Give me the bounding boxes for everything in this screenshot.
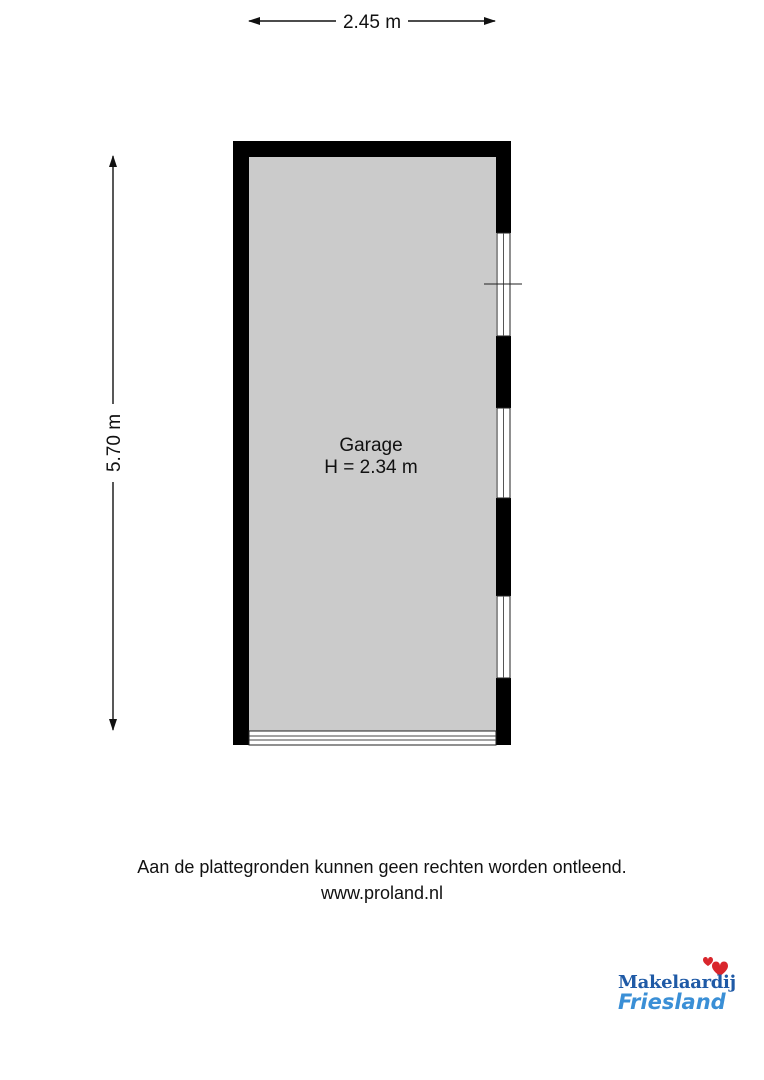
wall-left [233,141,249,745]
room-height: H = 2.34 m [324,457,418,478]
wall-right-segment-4 [496,678,511,745]
width-dimension-label: 2.45 m [342,12,402,33]
height-dimension-label: 5.70 m [104,413,125,473]
wall-right-segment-1 [496,141,511,233]
footer-text [0,854,764,906]
logo-text-friesland: Friesland [618,990,726,1014]
company-logo [612,954,742,1018]
website-link[interactable]: www.proland.nl [320,883,444,903]
garage-door [249,731,496,745]
width-dimension [249,12,495,33]
wall-top [233,141,511,157]
disclaimer-text: Aan de plattegronden kunnen geen rechten worden ontleend. [137,857,627,877]
height-dimension [104,156,125,730]
room-name: Garage [339,435,403,456]
right-openings [497,233,510,678]
wall-right-segment-2 [496,336,511,408]
wall-right-segment-3 [496,498,511,596]
logo-text-makelaardij: Makelaardij [618,972,736,993]
